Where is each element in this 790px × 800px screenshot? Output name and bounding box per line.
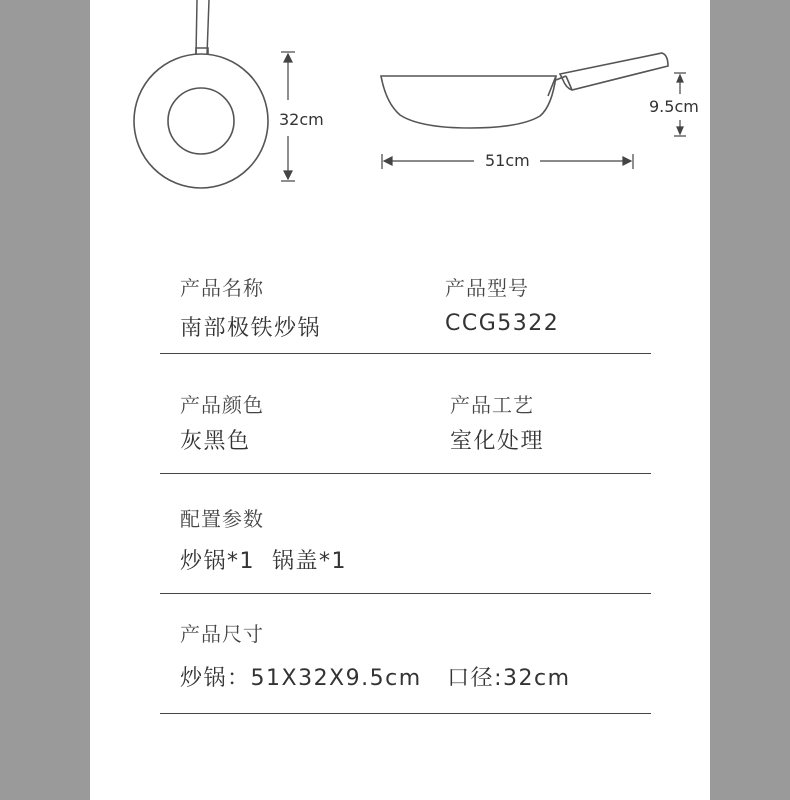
spec-label: 产品尺寸 (180, 622, 264, 646)
spec-row-size (160, 618, 651, 714)
spec-label: 产品颜色 (180, 393, 264, 417)
spec-value: 南部极铁炒锅 (180, 316, 322, 341)
pan-dimension-diagram (0, 0, 790, 240)
spec-label: 产品型号 (445, 276, 529, 300)
spec-value: CCG5322 (445, 311, 560, 336)
pan-side-view (381, 53, 668, 128)
length-label: 51cm (485, 151, 530, 170)
spec-value: 炒锅*1 锅盖*1 (180, 549, 347, 574)
spec-product-process (450, 389, 544, 455)
spec-configuration (180, 503, 347, 575)
spec-label: 产品工艺 (450, 393, 534, 417)
diameter-label: 32cm (279, 110, 324, 129)
spec-product-size (180, 618, 571, 692)
spec-value: 炒锅：51X32X9.5cm 口径:32cm (180, 666, 571, 691)
spec-row-color-process (160, 389, 651, 474)
spec-label: 产品名称 (180, 276, 264, 300)
spec-row-configuration (160, 503, 651, 594)
spec-value: 灰黑色 (180, 429, 251, 454)
spec-value: 室化处理 (450, 429, 545, 454)
height-label: 9.5cm (649, 97, 699, 116)
spec-product-name (180, 272, 321, 342)
pan-top-view (134, 0, 268, 188)
spec-product-model (445, 272, 559, 336)
spec-product-color (180, 389, 264, 455)
spec-row-name-model (160, 272, 651, 354)
spec-label: 配置参数 (180, 507, 264, 531)
